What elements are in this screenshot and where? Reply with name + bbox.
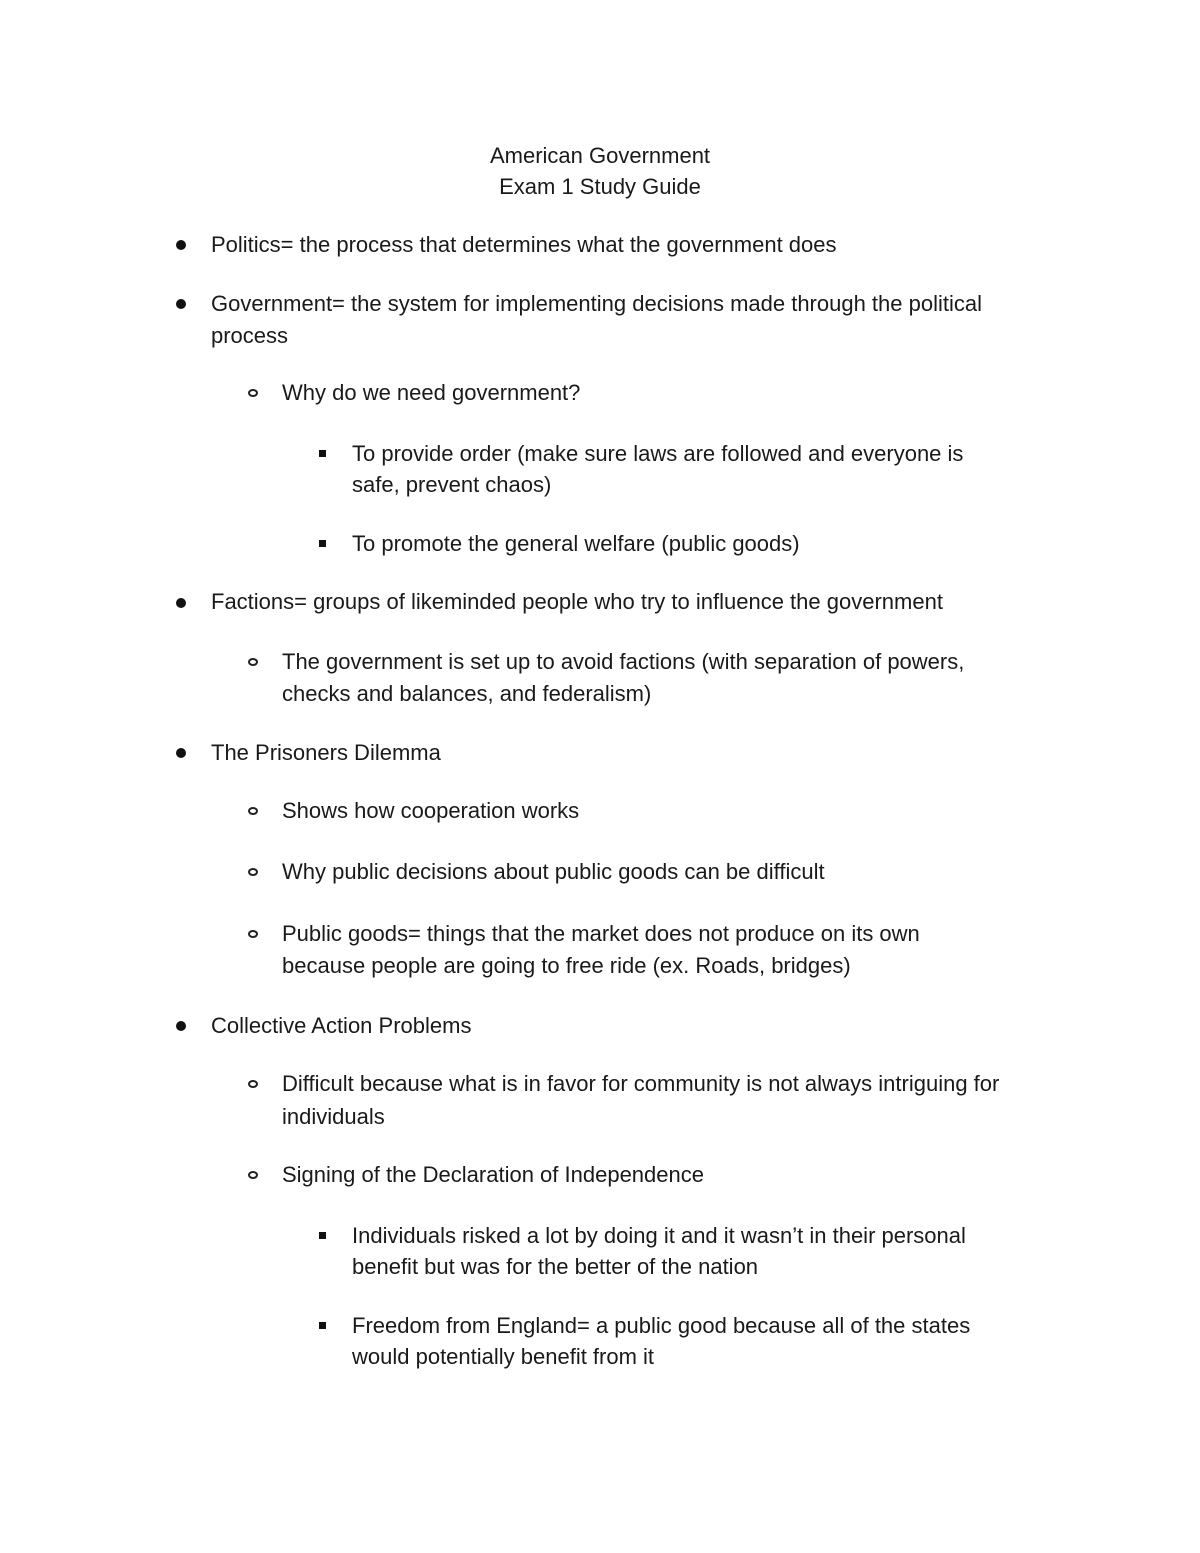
list-item-welfare: To promote the general welfare (public goods) xyxy=(352,531,800,556)
bullet-circle xyxy=(248,868,258,876)
bullet-dot xyxy=(176,598,186,608)
list-item-difficult: Difficult because what is in favor for community is not always intriguing for xyxy=(282,1071,1000,1096)
list-item-cooperation: Shows how cooperation works xyxy=(282,798,580,823)
page-title: American Government xyxy=(489,143,711,168)
bullet-circle xyxy=(248,930,258,938)
list-item-declaration: Signing of the Declaration of Independence xyxy=(282,1162,704,1187)
list-item-public-decisions: Why public decisions about public goods can be difficult xyxy=(282,859,825,884)
bullet-square xyxy=(319,540,326,547)
list-item-factions-sub-cont: checks and balances, and federalism) xyxy=(282,681,652,706)
bullet-circle xyxy=(248,807,258,815)
list-item-freedom: Freedom from England= a public good because all of the states xyxy=(352,1313,971,1338)
list-item-politics: Politics= the process that determines what the government does xyxy=(211,232,837,257)
bullet-circle xyxy=(248,1171,258,1179)
list-item-order: To provide order (make sure laws are followed and everyone is xyxy=(352,441,964,466)
list-item-why-need: Why do we need government? xyxy=(282,380,581,405)
bullet-square xyxy=(319,1322,326,1329)
list-item-order-cont: safe, prevent chaos) xyxy=(352,472,552,497)
bullet-circle xyxy=(248,1080,258,1088)
list-item-government-cont: process xyxy=(211,323,289,348)
bullet-dot xyxy=(176,748,186,758)
bullet-dot xyxy=(176,299,186,309)
page-subtitle: Exam 1 Study Guide xyxy=(499,174,701,199)
list-item-individuals: Individuals risked a lot by doing it and it wasn’t in their personal xyxy=(352,1223,966,1248)
list-item-public-goods: Public goods= things that the market does not produce on its own xyxy=(282,921,920,946)
list-item-collective: Collective Action Problems xyxy=(211,1013,472,1038)
title-block xyxy=(0,140,1200,202)
list-item-government: Government= the system for implementing decisions made through the political xyxy=(211,291,982,316)
bullet-dot xyxy=(176,1021,186,1031)
list-item-factions: Factions= groups of likeminded people who try to influence the government xyxy=(211,589,943,614)
list-item-individuals-cont: benefit but was for the better of the nation xyxy=(352,1254,759,1279)
bullet-square xyxy=(319,1232,326,1239)
bullet-square xyxy=(319,450,326,457)
bullet-dot xyxy=(176,240,186,250)
list-item-freedom-cont: would potentially benefit from it xyxy=(352,1344,655,1369)
list-item-factions-sub: The government is set up to avoid factions (with separation of powers, xyxy=(282,649,965,674)
list-item-difficult-cont: individuals xyxy=(282,1104,385,1129)
list-item-prisoners: The Prisoners Dilemma xyxy=(211,740,441,765)
bullet-circle xyxy=(248,658,258,666)
list-item-public-goods-cont: because people are going to free ride (ex. Roads, bridges) xyxy=(282,953,851,978)
bullet-circle xyxy=(248,389,258,397)
